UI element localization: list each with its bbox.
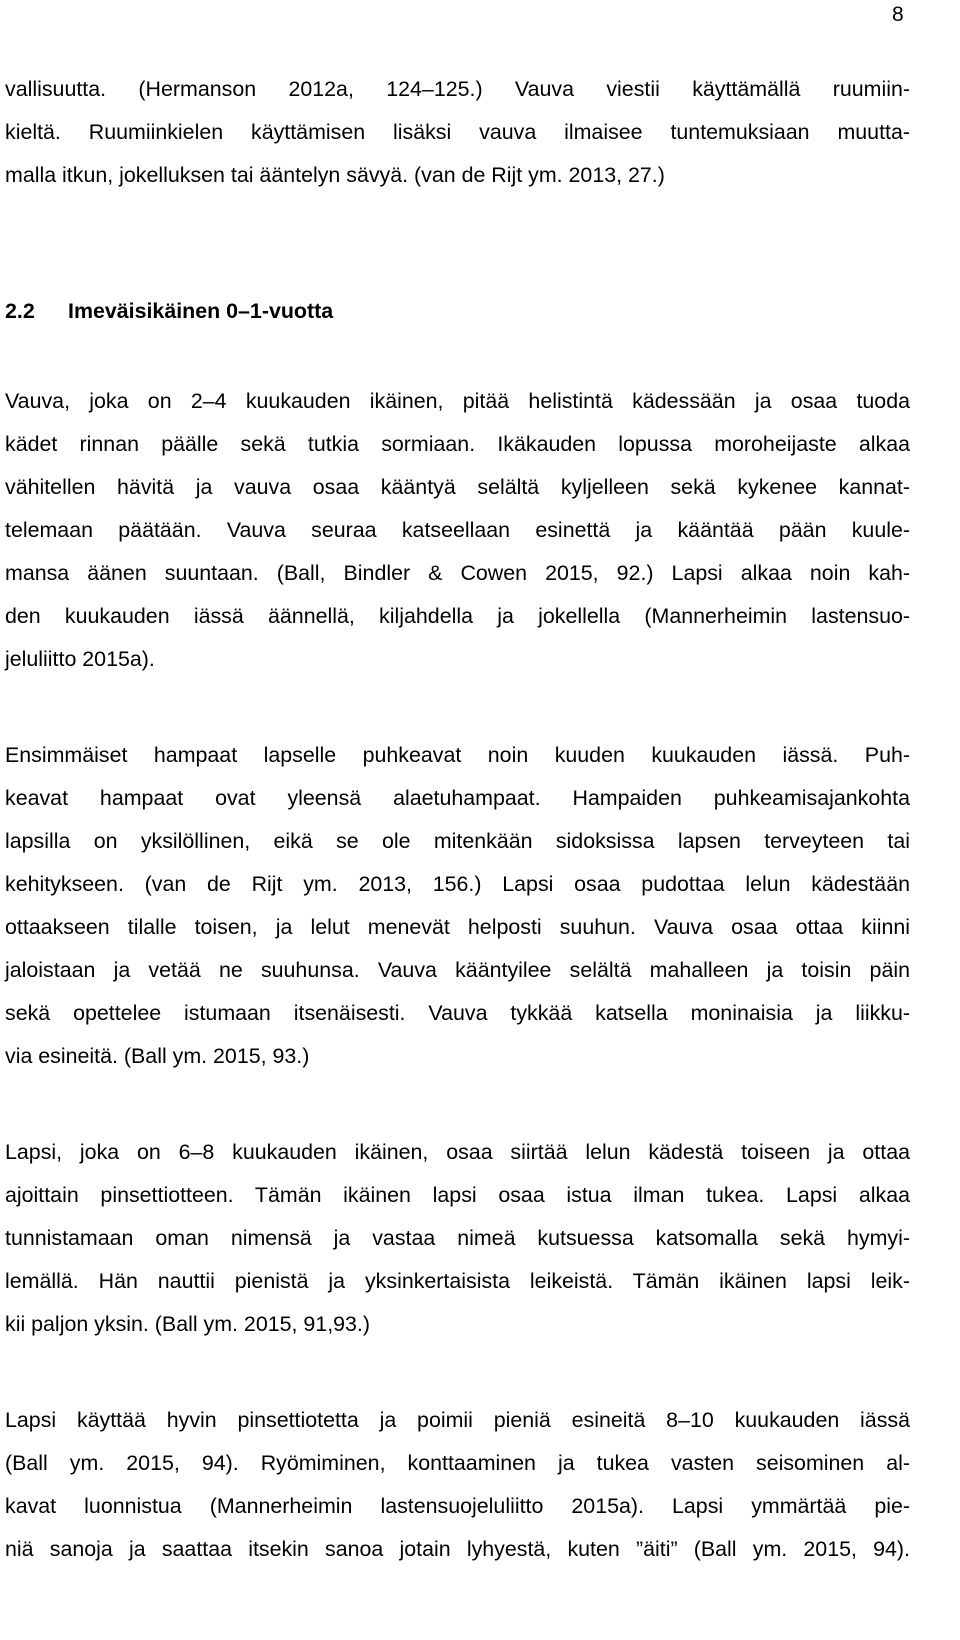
text-line: kehitykseen. (van de Rijt ym. 2013, 156.) Lapsi osaa pudottaa lelun kädestään [5, 872, 910, 896]
section-title: Imeväisikäinen 0–1-vuotta [68, 299, 334, 323]
text-line: Lapsi, joka on 6–8 kuukauden ikäinen, osaa siirtää lelun kädestä toiseen ja ottaa [5, 1140, 910, 1164]
text-line: vähitellen hävitä ja vauva osaa kääntyä selältä kyljelleen sekä kykenee kannat- [5, 475, 910, 499]
text-line: Vauva, joka on 2–4 kuukauden ikäinen, pitää helistintä kädessään ja osaa tuoda [5, 389, 910, 413]
text-line: mansa äänen suuntaan. (Ball, Bindler & Cowen 2015, 92.) Lapsi alkaa noin kah- [5, 561, 910, 585]
page-number: 8 [892, 3, 904, 26]
text-line: kavat luonnistua (Mannerheimin lastensuojeluliitto 2015a). Lapsi ymmärtää pie- [5, 1494, 910, 1518]
text-line: (Ball ym. 2015, 94). Ryömiminen, konttaaminen ja tukea vasten seisominen al- [5, 1451, 910, 1475]
text-line: kieltä. Ruumiinkielen käyttämisen lisäksi vauva ilmaisee tuntemuksiaan muutta- [5, 120, 910, 144]
text-line: kii paljon yksin. (Ball ym. 2015, 91,93.) [5, 1312, 370, 1336]
text-line: Ensimmäiset hampaat lapselle puhkeavat noin kuuden kuukauden iässä. Puh- [5, 743, 910, 767]
text-line: keavat hampaat ovat yleensä alaetuhampaat. Hampaiden puhkeamisajankohta [5, 786, 910, 810]
text-line: jaloistaan ja vetää ne suuhunsa. Vauva kääntyilee selältä mahalleen ja toisin päin [5, 958, 910, 982]
text-line: lapsilla on yksilöllinen, eikä se ole mitenkään sidoksissa lapsen terveyteen tai [5, 829, 910, 853]
text-line: den kuukauden iässä äännellä, kiljahdella ja jokellella (Mannerheimin lastensuo- [5, 604, 910, 628]
text-line: ajoittain pinsettiotteen. Tämän ikäinen lapsi osaa istua ilman tukea. Lapsi alkaa [5, 1183, 910, 1207]
text-line: niä sanoja ja saattaa itsekin sanoa jotain lyhyestä, kuten ”äiti” (Ball ym. 2015, 94). [5, 1537, 910, 1561]
text-line: malla itkun, jokelluksen tai ääntelyn sävyä. (van de Rijt ym. 2013, 27.) [5, 163, 665, 187]
text-line: Lapsi käyttää hyvin pinsettiotetta ja poimii pieniä esineitä 8–10 kuukauden iässä [5, 1408, 910, 1432]
text-line: lemällä. Hän nauttii pienistä ja yksinkertaisista leikeistä. Tämän ikäinen lapsi leik- [5, 1269, 910, 1293]
section-number: 2.2 [5, 299, 35, 323]
text-line: jeluliitto 2015a). [5, 647, 155, 671]
text-line: telemaan päätään. Vauva seuraa katseellaan esinettä ja kääntää pään kuule- [5, 518, 910, 542]
text-line: vallisuutta. (Hermanson 2012a, 124–125.) Vauva viestii käyttämällä ruumiin- [5, 77, 910, 101]
text-line: kädet rinnan päälle sekä tutkia sormiaan. Ikäkauden lopussa moroheijaste alkaa [5, 432, 910, 456]
section-heading [5, 297, 333, 325]
text-line: sekä opettelee istumaan itsenäisesti. Vauva tykkää katsella moninaisia ja liikku- [5, 1001, 910, 1025]
text-line: ottaakseen tilalle toisen, ja lelut menevät helposti suuhun. Vauva osaa ottaa kiinni [5, 915, 910, 939]
text-line: tunnistamaan oman nimensä ja vastaa nimeä kutsuessa katsomalla sekä hymyi- [5, 1226, 910, 1250]
text-line: via esineitä. (Ball ym. 2015, 93.) [5, 1044, 310, 1068]
